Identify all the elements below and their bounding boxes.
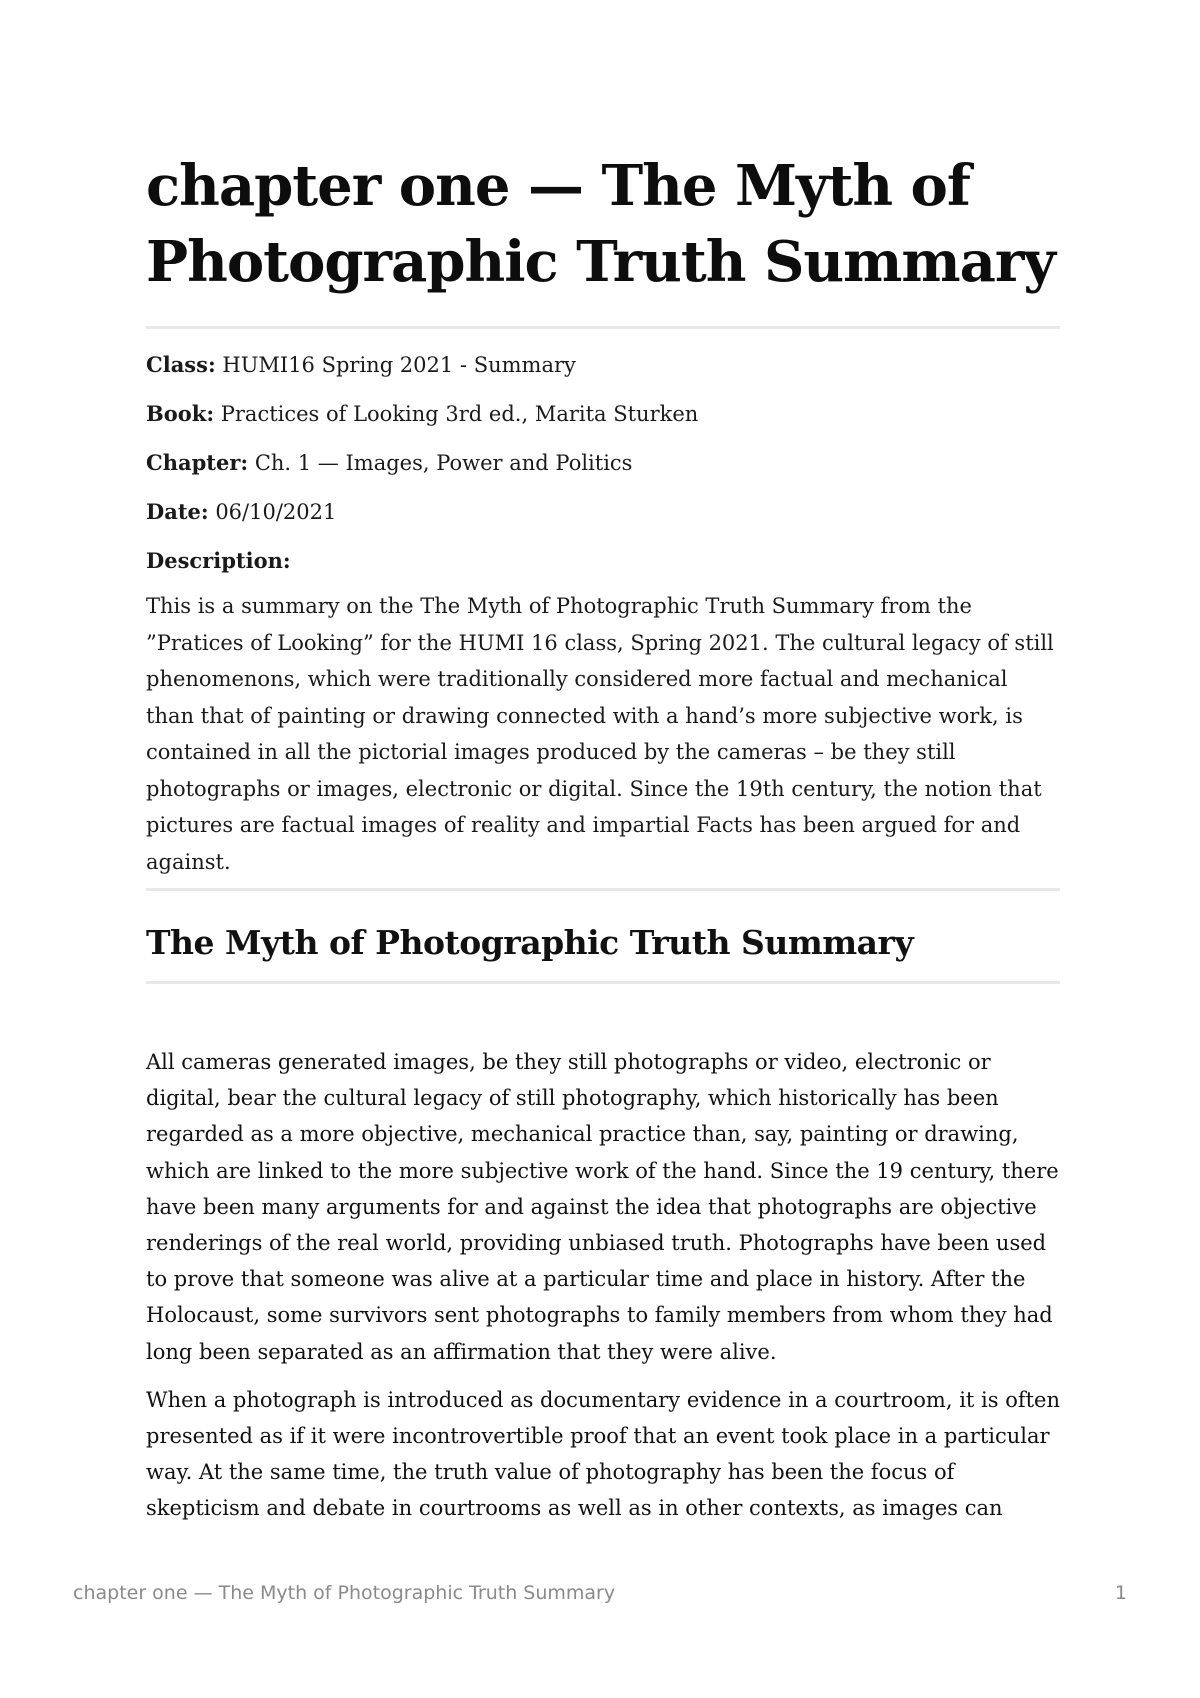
meta-class bbox=[146, 351, 1060, 379]
body-paragraph: When a photograph is introduced as documentary evidence in a courtroom, it is often presented as if it were incontrovertible proof that an event took place in a particular way. At the same time, the truth value of photography has been the focus of skepticism and debate in courtrooms as well as in other contexts, as images can bbox=[146, 1387, 1061, 1521]
meta-book-label: Book: bbox=[146, 401, 215, 426]
section-heading: The Myth of Photographic Truth Summary bbox=[146, 923, 914, 962]
meta-date-label: Date: bbox=[146, 499, 209, 524]
meta-description-label: Description: bbox=[146, 548, 291, 573]
meta-class-value: HUMI16 Spring 2021 - Summary bbox=[215, 353, 576, 377]
meta-class-label: Class: bbox=[146, 352, 216, 377]
document-metadata bbox=[146, 351, 1060, 880]
meta-chapter-value: Ch. 1 — Images, Power and Politics bbox=[248, 451, 633, 475]
meta-chapter bbox=[146, 449, 1060, 477]
footer-title: chapter one — The Myth of Photographic Truth Summary bbox=[73, 1582, 616, 1604]
meta-book-value: Practices of Looking 3rd ed., Marita Sturken bbox=[214, 402, 699, 426]
title-divider bbox=[146, 326, 1060, 329]
meta-description-text: This is a summary on the The Myth of Photographic Truth Summary from the ”Pratices of Looking” for the HUMI 16 class, Spring 2021. The cultural legacy of still phenomenons, which were traditionally considered more factual and mechanical than that of painting or drawing connected with a hand’s more subjective work, is contained in all the pictorial images produced by the cameras – be they still photographs or images, electronic or digital. Since the 19th century, the notion that pictures are factual images of reality and impartial Facts has been argued for and against. bbox=[146, 594, 1054, 874]
document-title: chapter one — The Myth of Photographic Truth Summary bbox=[146, 153, 1055, 295]
section-body bbox=[146, 1044, 1060, 1527]
meta-date-value: 06/10/2021 bbox=[208, 500, 337, 524]
section-heading-divider bbox=[146, 981, 1060, 984]
document-page bbox=[146, 148, 1060, 1539]
page-footer bbox=[73, 1582, 1127, 1612]
body-paragraph: All cameras generated images, be they still photographs or video, electronic or digital, bear the cultural legacy of still photography, which historically has been regarded as a more objective, mechanical practice than, say, painting or drawing, which are linked to the more subjective work of the hand. Since the 19 century, there have been many arguments for and against the idea that photographs are objective renderings of the real world, providing unbiased truth. Photographs have been used to prove that someone was alive at a particular time and place in history. After the Holocaust, some survivors sent photographs to family members from whom they had long been separated as an affirmation that they were alive. bbox=[146, 1050, 1059, 1364]
metadata-divider bbox=[146, 888, 1060, 891]
meta-date bbox=[146, 498, 1060, 526]
page-number: 1 bbox=[1114, 1582, 1127, 1604]
meta-chapter-label: Chapter: bbox=[146, 450, 249, 475]
meta-book bbox=[146, 400, 1060, 428]
